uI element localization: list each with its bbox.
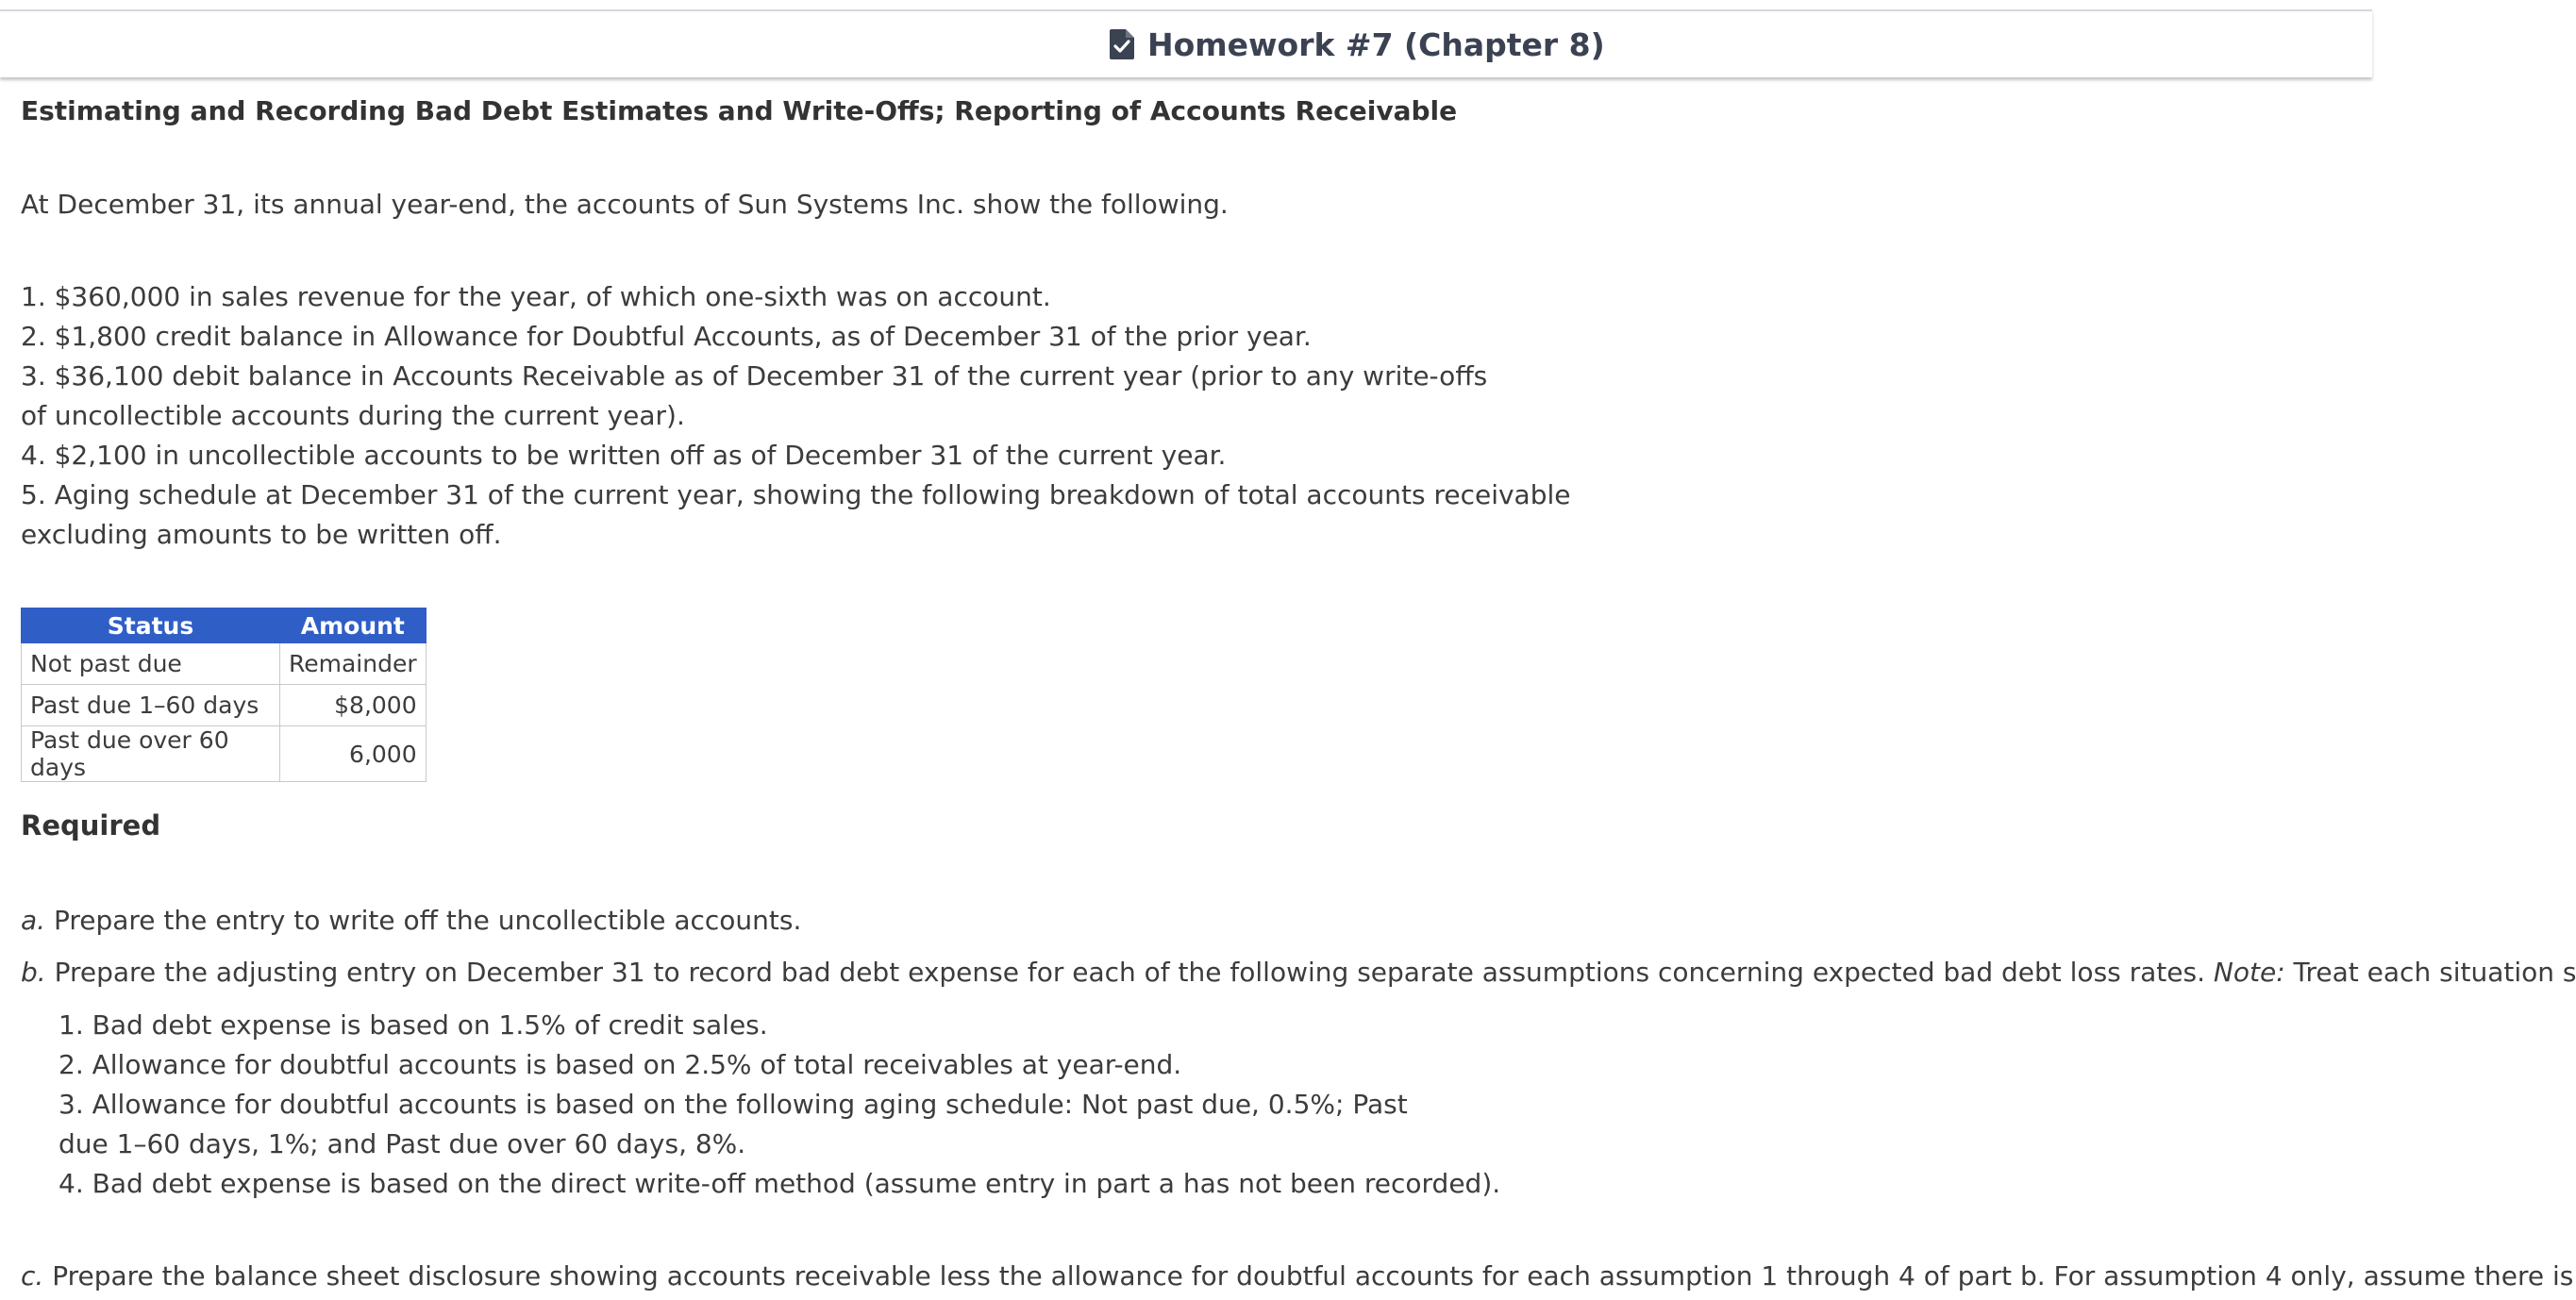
fact-line: 4. $2,100 in uncollectible accounts to be written off as of December 31 of the current year. (21, 440, 1227, 471)
table-row (22, 685, 427, 726)
assumption-item: 1. Bad debt expense is based on 1.5% of credit sales. (59, 1009, 768, 1041)
problem-title: Estimating and Recording Bad Debt Estimates and Write-Offs; Reporting of Accounts Receivable (21, 95, 1458, 126)
problem-intro: At December 31, its annual year-end, the accounts of Sun Systems Inc. show the following. (21, 189, 1229, 220)
fact-line: 5. Aging schedule at December 31 of the current year, showing the following breakdown of total accounts receivable (21, 479, 1571, 510)
amount-cell: Remainder (280, 643, 427, 685)
status-cell: Past due 1–60 days (22, 685, 280, 726)
aging-schedule-table (21, 608, 427, 782)
table-row (22, 726, 427, 782)
requirement-text: Prepare the adjusting entry on December 31 to record bad debt expense for each of the following separate assumptions concerning expected bad debt loss rates. (45, 957, 2214, 988)
requirement-text: Prepare the entry to write off the uncollectible accounts. (45, 905, 802, 936)
fact-line: 3. $36,100 debit balance in Accounts Receivable as of December 31 of the current year (prior to any write-offs (21, 360, 1488, 392)
status-cell: Past due over 60 days (22, 726, 280, 782)
requirement-a (21, 901, 801, 941)
requirement-letter: a. (21, 905, 46, 936)
assumption-item: 4. Bad debt expense is based on the direct write-off method (assume entry in part a has not been recorded). (59, 1168, 1501, 1199)
assumption-item: 3. Allowance for doubtful accounts is based on the following aging schedule: Not past due, 0.5%; Past (59, 1089, 1408, 1120)
column-header-status: Status (22, 608, 280, 643)
status-cell: Not past due (22, 643, 280, 685)
assumption-item: 2. Allowance for doubtful accounts is based on 2.5% of total receivables at year-end. (59, 1049, 1182, 1080)
fact-line: excluding amounts to be written off. (21, 519, 502, 550)
fact-line: of uncollectible accounts during the current year). (21, 400, 685, 431)
assignment-title: Homework #7 (Chapter 8) (1147, 25, 1605, 63)
requirement-text-tail: Treat each situation s (2284, 957, 2576, 988)
assignment-header (1110, 25, 1605, 64)
table-header-row (22, 608, 427, 643)
column-header-amount: Amount (280, 608, 427, 643)
document-check-icon (1110, 29, 1134, 59)
assumption-item: due 1–60 days, 1%; and Past due over 60 days, 8%. (59, 1128, 746, 1159)
requirement-letter: b. (21, 957, 46, 988)
fact-line: 1. $360,000 in sales revenue for the year, of which one-sixth was on account. (21, 281, 1051, 312)
requirement-b (21, 953, 2576, 992)
table-row (22, 643, 427, 685)
requirement-letter: c. (21, 1260, 44, 1292)
note-label: Note: (2213, 957, 2285, 988)
amount-cell: 6,000 (280, 726, 427, 782)
fact-line: 2. $1,800 credit balance in Allowance for Doubtful Accounts, as of December 31 of the prior year. (21, 321, 1312, 352)
amount-cell: $8,000 (280, 685, 427, 726)
requirement-c (21, 1257, 2573, 1296)
top-bar (0, 9, 2372, 77)
requirement-text: Prepare the balance sheet disclosure showing accounts receivable less the allowance for doubtful accounts for each assumption 1 through 4 of part b. For assumption 4 only, assume there is (43, 1260, 2574, 1292)
required-heading: Required (21, 809, 161, 842)
